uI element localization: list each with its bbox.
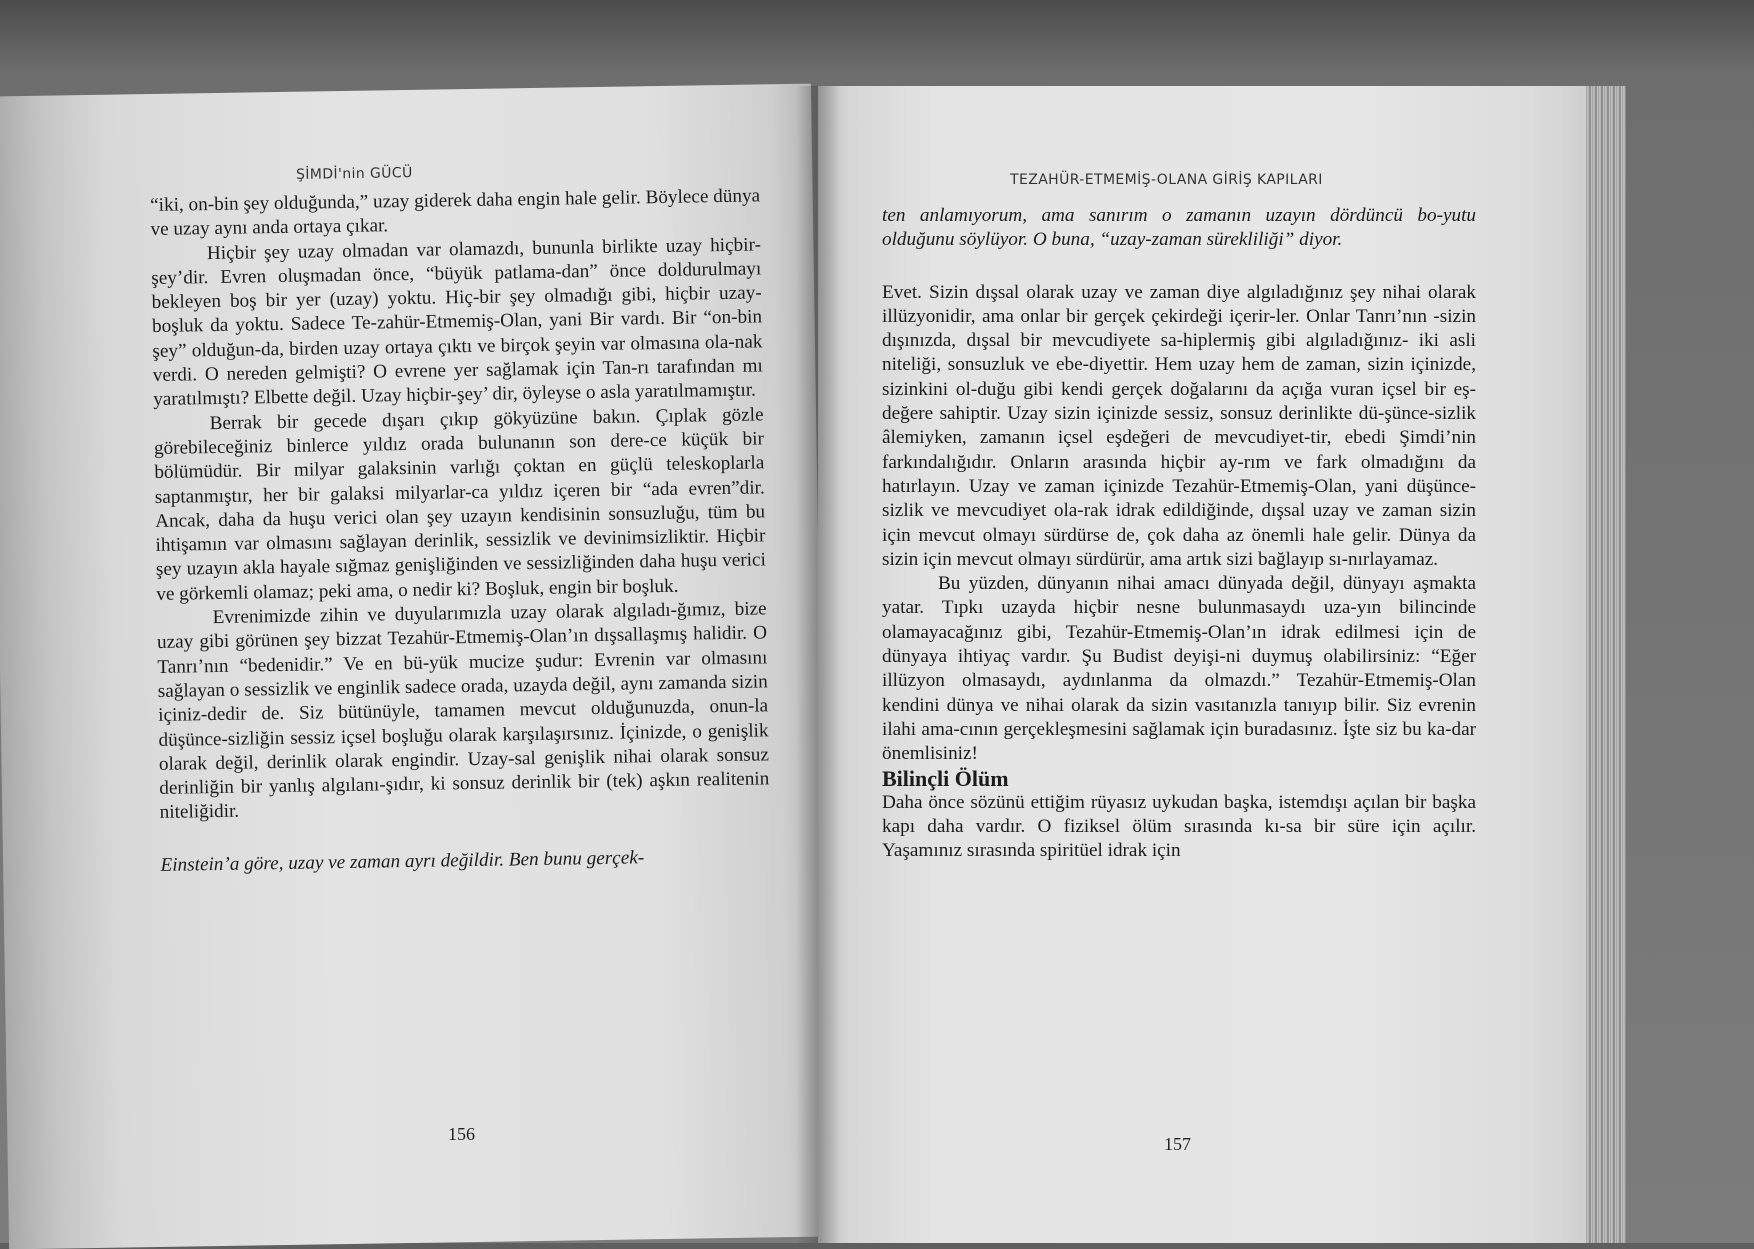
left-page-number: 156: [448, 1124, 475, 1144]
right-running-header: TEZAHÜR-ETMEMİŞ-OLANA GİRİŞ KAPILARI: [1010, 172, 1323, 188]
book-gutter: [796, 86, 840, 1243]
question-text: ten anlamıyorum, ama sanırım o zamanın uzayın dördüncü bo-yutu olduğunu söylüyor. O buna, “uzay-zaman sürekliliği” diyor.: [882, 205, 1476, 251]
left-running-header: ŞİMDİ'nin GÜCÜ: [295, 165, 413, 183]
paragraph: Daha önce sözünü ettiğim rüyasız uykudan başka, istemdışı açılan bir başka kapı daha vardır. O fiziksel ölüm sırasında kı-sa bir süre için açılır. Yaşamınız sırasında spiritüel idrak için: [882, 791, 1476, 862]
paragraph: Berrak bir gecede dışarı çıkıp gökyüzüne bakın. Çıplak gözle görebileceğiniz binlerce yıldız orada bulunanın son dere-ce küçük bir bölümüdür. Bir milyar galaksinin varlığı çoktan en güçlü teleskoplarla saptanmıştır, her bir galaksi milyarlar-ca yıldız içeren bir “ada evren”dir. Ancak, daha da huşu verici olan şey uzayın kendisinin sonsuzluğu, tüm bu ihtişamın var olmasını sağlayan derinlik, sessizlik ve devinimsizliktir. Hiçbir şey uzayın akla hayale sığmaz genişliğinden ve sessizliğinden daha huşu verici ve görkemli olamaz; peki ama, o nedir ki? Boşluk, engin bir boşluk.: [153, 404, 766, 605]
question-text: Einstein’a göre, uzay ve zaman ayrı değildir. Ben bunu gerçek-: [160, 847, 645, 876]
paragraph: Bu yüzden, dünyanın nihai amacı dünyada değil, dünyayı aşmakta yatar. Tıpkı uzayda hiçbir nesne bulunmasaydı uza-yın bilincinde olamayacağınız gibi, Tezahür-Etmemiş-Olan’ın idrak edilmesi için de dünyaya ihtiyaç vardır. Şu Budist deyişi-ni duymuş olabilirsiniz: “Eğer illüzyon olmasaydı, aydınlanma da olmazdı.” Tezahür-Etmemiş-Olan kendini dünya ve nihai olarak da sizin vasıtanızla tanıyıp bilir. Siz evrenin ilahi ama-cının gerçekleşmesini sağlamak için buradasınız. İşte siz bu ka-dar önemlisiniz!: [882, 573, 1476, 765]
right-page-number: 157: [1164, 1134, 1191, 1154]
page-edges: [1586, 86, 1626, 1243]
left-page-text: [150, 184, 771, 878]
paragraph: “iki, on-bin şey olduğunda,” uzay giderek daha engin hale gelir. Böylece dünya ve uzay aynı anda ortaya çıkar.: [150, 185, 761, 241]
right-page-text: [882, 204, 1476, 864]
section-title: Bilinçli Ölüm: [882, 765, 1009, 791]
paragraph: Evet. Sizin dışsal olarak uzay ve zaman diye algıladığınız şey nihai olarak illüzyonidir, ama onlar bir gerçek çekirdeği içerir-ler. Onlar Tanrı’nın -sizin dışınızda, dışsal bir mevcudiyete sa-hiplermiş gibi algıladığınız- iki asli niteliği, sonsuzluk ve ebe-diyettir. Hem uzay hem de zaman, sizin içinizde, sizinkini ol-duğu gibi kendi gerçek doğalarını da açığa vuran içsel bir eş-değere sahiptir. Uzay sizin içinizde sessiz, sonsuz derinlikte dü-şünce-sizlik âlemiyken, zamanın içsel eşdeğeri de mevcudiyet-tir, ebedi Şimdi’nin farkındalığıdır. Onların arasında hiçbir ay-rım ve fark olmadığını da hatırlayın. Uzay ve zaman içinizde Tezahür-Etmemiş-Olan, yani düşünce-sizlik ve mevcudiyet ola-rak idrak edildiğinde, dışsal uzay ve zaman sizin için mevcut olmayı sürdürse de, çok daha az önemli hale gelir. Dünya da sizin için mevcut olmayı sürdürür, ama artık sizi bağlayıp sı-nırlayamaz.: [882, 281, 1476, 570]
paragraph: Evrenimizde zihin ve duyularımızla uzay olarak algıladı-ğımız, bize uzay gibi görünen şey bizzat Tezahür-Etmemiş-Olan’ın dışsallaşmış halidir. O Tanrı’nın “bedenidir.” Ve en bü-yük mucize şudur: Evrenin var olmasını sağlayan o sessizlik ve enginlik sadece orada, uzayda değil, aynı zamanda sizin içiniz-dedir de. Siz bütünüyle, tamamen mevcut olduğunuzda, onun-la düşünce-sizliğin sessiz içsel boşluğu olarak karşılaşırsınız. İçinizde, o genişlik olarak değil, derinlik olarak engindir. Uzay-sal genişlik nihai olarak sonsuz derinliğin bir yanlış algılanı-şıdır, ki sonsuz derinlik bir (tek) aşkın realitenin niteliğidir.: [156, 598, 770, 824]
paragraph: Hiçbir şey uzay olmadan var olamazdı, bununla birlikte uzay hiçbir-şey’dir. Evren oluşmadan önce, “büyük patlama-dan” önce doldurulmayı bekleyen boş bir yer (uzay) yoktu. Hiç-bir şey olmadığı gibi, hiçbir uzay-boşluk da yoktu. Sadece Te-zahür-Etmemiş-Olan, yani Bir vardı. Bir “on-bin şey” olduğun-da, birden uzay ortaya çıktı ve birçok şeyin var olmasına ola-nak verdi. O nereden gelmişti? O evrene yer sağlamak için Tan-rı tarafından mı yaratılmıştı? Elbette değil. Uzay hiçbir-şey’ dir, öyleyse o asla yaratılmamıştır.: [151, 234, 763, 411]
